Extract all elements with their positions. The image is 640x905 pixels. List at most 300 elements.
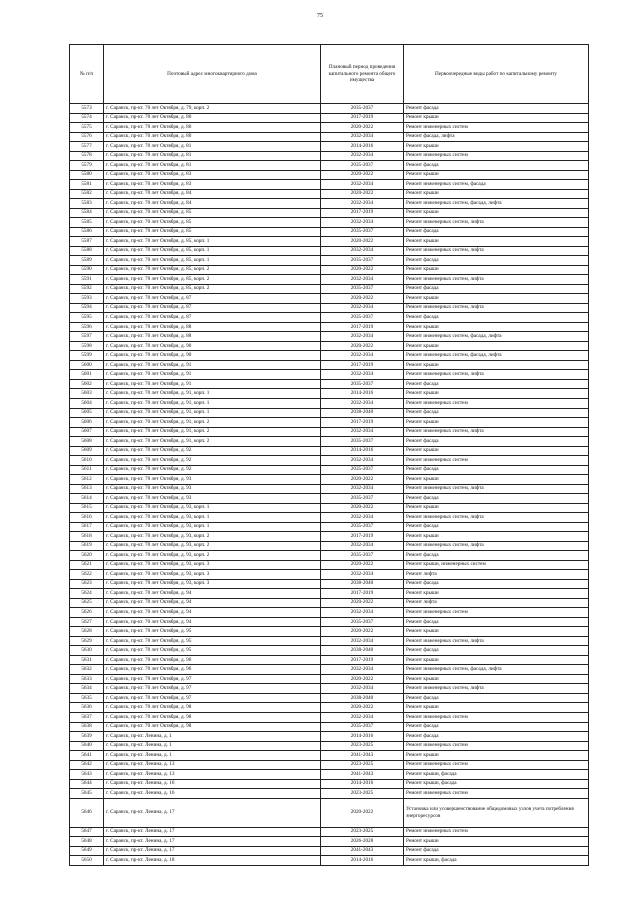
row-number: 5637 (70, 713, 104, 723)
table-row (70, 779, 589, 789)
row-works: Ремонт фасада (404, 722, 589, 732)
row-address: г. Саранск, пр-кт. Ленина, д. 17 (104, 798, 321, 827)
row-works: Ремонт инженерных систем (404, 827, 589, 837)
row-works: Ремонт фасада (404, 693, 589, 703)
row-period: 2032-2034 (321, 608, 404, 618)
row-period: 2017-2019 (321, 418, 404, 428)
row-works: Ремонт крыши (404, 837, 589, 847)
row-number: 5630 (70, 646, 104, 656)
table-row (70, 151, 589, 161)
capital-repair-table (69, 44, 589, 866)
row-period: 2017-2019 (321, 589, 404, 599)
row-period: 2032-2034 (321, 332, 404, 342)
row-works: Ремонт инженерных систем (404, 713, 589, 723)
table-row (70, 246, 589, 256)
row-address: г. Саранск, пр-кт. Ленина, д. 17 (104, 846, 321, 856)
row-number: 5585 (70, 218, 104, 228)
row-number: 5599 (70, 351, 104, 361)
table-row (70, 208, 589, 218)
page-number: 75 (317, 13, 323, 19)
row-address: г. Саранск, пр-кт. 70 лет Октября, д. 93, корп. 3 (104, 579, 321, 589)
row-address: г. Саранск, пр-кт. 70 лет Октября, д. 95 (104, 636, 321, 646)
row-works: Ремонт инженерных систем, лифта (404, 303, 589, 313)
row-number: 5643 (70, 770, 104, 780)
row-number: 5649 (70, 846, 104, 856)
row-works: Ремонт инженерных систем, лифта (404, 427, 589, 437)
row-period: 2020-2022 (321, 503, 404, 513)
row-number: 5640 (70, 741, 104, 751)
row-works: Ремонт крыши, фасада (404, 779, 589, 789)
table-row (70, 770, 589, 780)
row-address: г. Саранск, пр-кт. 70 лет Октября, д. 87 (104, 294, 321, 304)
table-row (70, 475, 589, 485)
table-row (70, 570, 589, 580)
row-address: г. Саранск, пр-кт. Ленина, д. 1 (104, 741, 321, 751)
row-works: Ремонт крыши (404, 389, 589, 399)
table-row (70, 256, 589, 266)
row-address: г. Саранск, пр-кт. 70 лет Октября, д. 80 (104, 132, 321, 142)
table-body (70, 104, 589, 866)
row-period: 2035-2037 (321, 161, 404, 171)
table-row (70, 104, 589, 114)
row-address: г. Саранск, пр-кт. 70 лет Октября, д. 93 (104, 475, 321, 485)
row-address: г. Саранск, пр-кт. 70 лет Октября, д. 97 (104, 674, 321, 684)
table-row (70, 446, 589, 456)
table-row (70, 617, 589, 627)
table-row (70, 389, 589, 399)
row-address: г. Саранск, пр-кт. 70 лет Октября, д. 98 (104, 713, 321, 723)
row-period: 2020-2022 (321, 237, 404, 247)
row-number: 5650 (70, 856, 104, 866)
row-period: 2032-2034 (321, 151, 404, 161)
row-period: 2032-2034 (321, 713, 404, 723)
row-period: 2014-2016 (321, 446, 404, 456)
row-address: г. Саранск, пр-кт. 70 лет Октября, д. 96 (104, 665, 321, 675)
row-period: 2041-2043 (321, 770, 404, 780)
row-works: Ремонт фасада (404, 161, 589, 171)
row-works: Ремонт инженерных систем, лифта (404, 513, 589, 523)
row-number: 5601 (70, 370, 104, 380)
row-period: 2032-2034 (321, 570, 404, 580)
table-row (70, 665, 589, 675)
row-number: 5623 (70, 579, 104, 589)
row-address: г. Саранск, пр-кт. 70 лет Октября, д. 97 (104, 684, 321, 694)
row-works: Ремонт крыши (404, 208, 589, 218)
table-row (70, 351, 589, 361)
row-address: г. Саранск, пр-кт. 70 лет Октября, д. 92 (104, 465, 321, 475)
row-address: г. Саранск, пр-кт. 70 лет Октября, д. 91 (104, 379, 321, 389)
row-period: 2032-2034 (321, 665, 404, 675)
row-period: 2017-2019 (321, 360, 404, 370)
row-period: 2020-2022 (321, 627, 404, 637)
table-row (70, 123, 589, 133)
row-period: 2023-2025 (321, 741, 404, 751)
row-period: 2032-2034 (321, 132, 404, 142)
table-row (70, 398, 589, 408)
row-number: 5610 (70, 456, 104, 466)
row-works: Ремонт фасада (404, 256, 589, 266)
row-works: Ремонт фасада (404, 646, 589, 656)
row-number: 5587 (70, 237, 104, 247)
row-address: г. Саранск, пр-кт. 70 лет Октября, д. 93, корп. 3 (104, 560, 321, 570)
row-period: 2035-2037 (321, 722, 404, 732)
row-works: Ремонт крыши, фасада (404, 770, 589, 780)
table-row (70, 846, 589, 856)
row-period: 2017-2019 (321, 322, 404, 332)
row-address: г. Саранск, пр-кт. Ленина, д. 16 (104, 789, 321, 799)
row-works: Ремонт фасада (404, 494, 589, 504)
table-row (70, 837, 589, 847)
row-works: Ремонт инженерных систем, фасада, лифта (404, 199, 589, 209)
row-works: Ремонт крыши (404, 589, 589, 599)
row-number: 5632 (70, 665, 104, 675)
row-period: 2032-2034 (321, 636, 404, 646)
table-row (70, 484, 589, 494)
row-period: 2017-2019 (321, 655, 404, 665)
row-number: 5639 (70, 732, 104, 742)
row-works: Ремонт фасада (404, 227, 589, 237)
row-works: Ремонт крыши (404, 170, 589, 180)
row-number: 5612 (70, 475, 104, 485)
row-works: Ремонт крыши (404, 237, 589, 247)
row-address: г. Саранск, пр-кт. 70 лет Октября, д. 84 (104, 199, 321, 209)
row-address: г. Саранск, пр-кт. 70 лет Октября, д. 91, корп. 1 (104, 389, 321, 399)
row-address: г. Саранск, пр-кт. 70 лет Октября, д. 94 (104, 617, 321, 627)
row-works: Ремонт инженерных систем, лифта (404, 218, 589, 228)
row-number: 5575 (70, 123, 104, 133)
row-period: 2020-2022 (321, 674, 404, 684)
row-address: г. Саранск, пр-кт. 70 лет Октября, д. 80 (104, 123, 321, 133)
table-row (70, 170, 589, 180)
table-row (70, 237, 589, 247)
row-number: 5605 (70, 408, 104, 418)
row-number: 5600 (70, 360, 104, 370)
row-works: Ремонт инженерных систем (404, 398, 589, 408)
row-address: г. Саранск, пр-кт. 70 лет Октября, д. 94 (104, 608, 321, 618)
row-period: 2020-2022 (321, 170, 404, 180)
row-number: 5589 (70, 256, 104, 266)
row-works: Ремонт инженерных систем, лифта (404, 636, 589, 646)
row-works: Ремонт инженерных систем (404, 760, 589, 770)
row-works: Ремонт лифта (404, 598, 589, 608)
row-number: 5602 (70, 379, 104, 389)
row-number: 5606 (70, 418, 104, 428)
row-address: г. Саранск, пр-кт. Ленина, д. 17 (104, 837, 321, 847)
row-works: Ремонт крыши (404, 418, 589, 428)
row-number: 5583 (70, 199, 104, 209)
table-row (70, 751, 589, 761)
row-period: 2020-2022 (321, 123, 404, 133)
row-address: г. Саранск, пр-кт. 70 лет Октября, д. 91 (104, 360, 321, 370)
row-address: г. Саранск, пр-кт. Ленина, д. 13 (104, 770, 321, 780)
row-number: 5609 (70, 446, 104, 456)
row-works: Ремонт инженерных систем (404, 608, 589, 618)
row-period: 2032-2034 (321, 303, 404, 313)
row-period: 2035-2037 (321, 104, 404, 114)
row-address: г. Саранск, пр-кт. 70 лет Октября, д. 91, корп. 2 (104, 418, 321, 428)
row-number: 5617 (70, 522, 104, 532)
row-works: Ремонт инженерных систем (404, 123, 589, 133)
row-period: 2020-2022 (321, 341, 404, 351)
row-period: 2038-2040 (321, 408, 404, 418)
row-period: 2020-2022 (321, 294, 404, 304)
table-row (70, 132, 589, 142)
row-works: Ремонт фасада (404, 104, 589, 114)
row-works: Ремонт крыши (404, 265, 589, 275)
table-row (70, 494, 589, 504)
row-number: 5595 (70, 313, 104, 323)
row-period: 2014-2016 (321, 856, 404, 866)
row-number: 5591 (70, 275, 104, 285)
row-number: 5576 (70, 132, 104, 142)
row-works: Ремонт инженерных систем, лифта (404, 541, 589, 551)
row-address: г. Саранск, пр-кт. 70 лет Октября, д. 94 (104, 589, 321, 599)
row-address: г. Саранск, пр-кт. 70 лет Октября, д. 92 (104, 456, 321, 466)
table-row (70, 684, 589, 694)
row-works: Ремонт инженерных систем, фасада, лифта (404, 351, 589, 361)
row-period: 2035-2037 (321, 284, 404, 294)
row-number: 5636 (70, 703, 104, 713)
table-row (70, 732, 589, 742)
row-works: Ремонт крыши (404, 503, 589, 513)
row-address: г. Саранск, пр-кт. 70 лет Октября, д. 87 (104, 313, 321, 323)
row-period: 2020-2022 (321, 475, 404, 485)
row-number: 5577 (70, 142, 104, 152)
row-address: г. Саранск, пр-кт. 70 лет Октября, д. 98 (104, 722, 321, 732)
row-address: г. Саранск, пр-кт. 70 лет Октября, д. 93, корп. 1 (104, 522, 321, 532)
row-number: 5615 (70, 503, 104, 513)
row-number: 5641 (70, 751, 104, 761)
row-number: 5596 (70, 322, 104, 332)
row-number: 5644 (70, 779, 104, 789)
table-row (70, 636, 589, 646)
row-works: Ремонт лифта (404, 570, 589, 580)
row-address: г. Саранск, пр-кт. 70 лет Октября, д. 94 (104, 598, 321, 608)
table-row (70, 627, 589, 637)
row-address: г. Саранск, пр-кт. 70 лет Октября, д. 85, корп. 2 (104, 284, 321, 294)
row-period: 2032-2034 (321, 218, 404, 228)
row-address: г. Саранск, пр-кт. 70 лет Октября, д. 93, корп. 2 (104, 541, 321, 551)
row-number: 5581 (70, 180, 104, 190)
row-period: 2032-2034 (321, 180, 404, 190)
row-address: г. Саранск, пр-кт. 70 лет Октября, д. 93, корп. 1 (104, 503, 321, 513)
row-address: г. Саранск, пр-кт. 70 лет Октября, д. 93, корп. 2 (104, 532, 321, 542)
row-works: Ремонт крыши (404, 322, 589, 332)
row-works: Ремонт крыши (404, 674, 589, 684)
row-period: 2014-2016 (321, 142, 404, 152)
row-works: Ремонт крыши (404, 360, 589, 370)
row-works: Ремонт фасада (404, 617, 589, 627)
row-number: 5647 (70, 827, 104, 837)
table-row (70, 674, 589, 684)
header-num: № п/п (70, 45, 104, 104)
row-address: г. Саранск, пр-кт. 70 лет Октября, д. 95 (104, 646, 321, 656)
row-period: 2032-2034 (321, 398, 404, 408)
table-row (70, 646, 589, 656)
row-works: Установка или усовершенствование общедомовых узлов учета потребления энергоресурсов (404, 798, 589, 827)
row-address: г. Саранск, пр-кт. Ленина, д. 1 (104, 751, 321, 761)
row-works: Ремонт крыши (404, 627, 589, 637)
row-address: г. Саранск, пр-кт. 70 лет Октября, д. 88 (104, 332, 321, 342)
row-address: г. Саранск, пр-кт. 70 лет Октября, д. 81 (104, 151, 321, 161)
row-works: Ремонт крыши (404, 751, 589, 761)
row-address: г. Саранск, пр-кт. 70 лет Октября, д. 93, корп. 2 (104, 551, 321, 561)
row-period: 2020-2022 (321, 798, 404, 827)
row-address: г. Саранск, пр-кт. 70 лет Октября, д. 84 (104, 189, 321, 199)
row-period: 2035-2037 (321, 551, 404, 561)
table-row (70, 180, 589, 190)
row-address: г. Саранск, пр-кт. Ленина, д. 18 (104, 856, 321, 866)
row-period: 2032-2034 (321, 275, 404, 285)
row-address: г. Саранск, пр-кт. 70 лет Октября, д. 98 (104, 703, 321, 713)
table-row (70, 113, 589, 123)
row-address: г. Саранск, пр-кт. Ленина, д. 16 (104, 779, 321, 789)
row-works: Ремонт фасада (404, 437, 589, 447)
row-works: Ремонт инженерных систем (404, 151, 589, 161)
row-works: Ремонт фасада (404, 465, 589, 475)
row-works: Ремонт фасада (404, 732, 589, 742)
row-period: 2032-2034 (321, 456, 404, 466)
row-period: 2035-2037 (321, 256, 404, 266)
row-address: г. Саранск, пр-кт. Ленина, д. 13 (104, 760, 321, 770)
row-number: 5573 (70, 104, 104, 114)
row-address: г. Саранск, пр-кт. 70 лет Октября, д. 96 (104, 655, 321, 665)
row-works: Ремонт фасада (404, 551, 589, 561)
row-period: 2017-2019 (321, 208, 404, 218)
row-address: г. Саранск, пр-кт. 70 лет Октября, д. 93, корп. 1 (104, 513, 321, 523)
row-works: Ремонт инженерных систем, лифта (404, 484, 589, 494)
row-number: 5590 (70, 265, 104, 275)
row-period: 2020-2022 (321, 265, 404, 275)
row-period: 2023-2025 (321, 827, 404, 837)
row-works: Ремонт крыши (404, 446, 589, 456)
table-row (70, 142, 589, 152)
row-period: 2041-2043 (321, 846, 404, 856)
row-works: Ремонт фасада (404, 846, 589, 856)
row-period: 2035-2037 (321, 617, 404, 627)
table-row (70, 541, 589, 551)
row-works: Ремонт инженерных систем, лифта (404, 275, 589, 285)
header-address: Почтовый адрес многоквартирного дома (104, 45, 321, 104)
row-address: г. Саранск, пр-кт. 70 лет Октября, д. 93 (104, 484, 321, 494)
row-address: г. Саранск, пр-кт. Ленина, д. 17 (104, 827, 321, 837)
table-row (70, 437, 589, 447)
row-number: 5619 (70, 541, 104, 551)
row-address: г. Саранск, пр-кт. 70 лет Октября, д. 95 (104, 627, 321, 637)
row-works: Ремонт инженерных систем, фасада, лифта (404, 332, 589, 342)
row-address: г. Саранск, пр-кт. 70 лет Октября, д. 85 (104, 218, 321, 228)
row-number: 5584 (70, 208, 104, 218)
row-number: 5604 (70, 398, 104, 408)
table-row (70, 227, 589, 237)
row-period: 2020-2022 (321, 189, 404, 199)
row-number: 5635 (70, 693, 104, 703)
row-works: Ремонт инженерных систем, лифта (404, 370, 589, 380)
row-period: 2014-2016 (321, 732, 404, 742)
table-row (70, 427, 589, 437)
row-works: Ремонт инженерных систем (404, 456, 589, 466)
row-works: Ремонт фасада, лифта (404, 132, 589, 142)
row-period: 2020-2022 (321, 598, 404, 608)
row-works: Ремонт крыши (404, 532, 589, 542)
row-works: Ремонт инженерных систем, лифта (404, 684, 589, 694)
row-works: Ремонт крыши (404, 475, 589, 485)
row-address: г. Саранск, пр-кт. 70 лет Октября, д. 85, корп. 2 (104, 275, 321, 285)
row-works: Ремонт инженерных систем, фасада (404, 180, 589, 190)
row-number: 5580 (70, 170, 104, 180)
row-number: 5622 (70, 570, 104, 580)
row-number: 5597 (70, 332, 104, 342)
row-address: г. Саранск, пр-кт. 70 лет Октября, д. 92 (104, 446, 321, 456)
row-period: 2035-2037 (321, 522, 404, 532)
row-address: г. Саранск, пр-кт. 70 лет Октября, д. 85, корп. 1 (104, 237, 321, 247)
row-number: 5645 (70, 789, 104, 799)
row-works: Ремонт фасада (404, 379, 589, 389)
table-row (70, 608, 589, 618)
row-number: 5624 (70, 589, 104, 599)
row-period: 2038-2040 (321, 693, 404, 703)
row-period: 2017-2019 (321, 113, 404, 123)
row-address: г. Саранск, пр-кт. 70 лет Октября, д. 85 (104, 208, 321, 218)
row-works: Ремонт фасада (404, 408, 589, 418)
table-row (70, 360, 589, 370)
row-number: 5608 (70, 437, 104, 447)
row-period: 2035-2037 (321, 465, 404, 475)
row-address: г. Саранск, пр-кт. 70 лет Октября, д. 91, корп. 2 (104, 437, 321, 447)
table-row (70, 379, 589, 389)
row-number: 5603 (70, 389, 104, 399)
row-address: г. Саранск, пр-кт. 70 лет Октября, д. 91, корп. 1 (104, 398, 321, 408)
table-row (70, 322, 589, 332)
table-row (70, 313, 589, 323)
table-row (70, 722, 589, 732)
table-row (70, 522, 589, 532)
table-row (70, 579, 589, 589)
table-row (70, 275, 589, 285)
table-row (70, 713, 589, 723)
row-number: 5611 (70, 465, 104, 475)
header-works: Первоочередные виды работ по капитальному ремонту (404, 45, 589, 104)
row-number: 5634 (70, 684, 104, 694)
row-number: 5626 (70, 608, 104, 618)
row-period: 2038-2040 (321, 646, 404, 656)
row-works: Ремонт фасада (404, 522, 589, 532)
table-row (70, 513, 589, 523)
row-period: 2035-2037 (321, 437, 404, 447)
row-number: 5582 (70, 189, 104, 199)
row-number: 5620 (70, 551, 104, 561)
row-number: 5646 (70, 798, 104, 827)
table-row (70, 560, 589, 570)
row-period: 2032-2034 (321, 370, 404, 380)
table-row (70, 161, 589, 171)
table-header-row (70, 45, 589, 104)
row-number: 5648 (70, 837, 104, 847)
row-number: 5613 (70, 484, 104, 494)
table-row (70, 370, 589, 380)
row-address: г. Саранск, пр-кт. 70 лет Октября, д. 91, корп. 2 (104, 427, 321, 437)
table-row (70, 741, 589, 751)
row-works: Ремонт инженерных систем (404, 789, 589, 799)
row-number: 5579 (70, 161, 104, 171)
row-period: 2017-2019 (321, 532, 404, 542)
row-works: Ремонт крыши (404, 655, 589, 665)
row-number: 5627 (70, 617, 104, 627)
row-number: 5594 (70, 303, 104, 313)
row-period: 2014-2016 (321, 389, 404, 399)
table-row (70, 332, 589, 342)
row-number: 5629 (70, 636, 104, 646)
